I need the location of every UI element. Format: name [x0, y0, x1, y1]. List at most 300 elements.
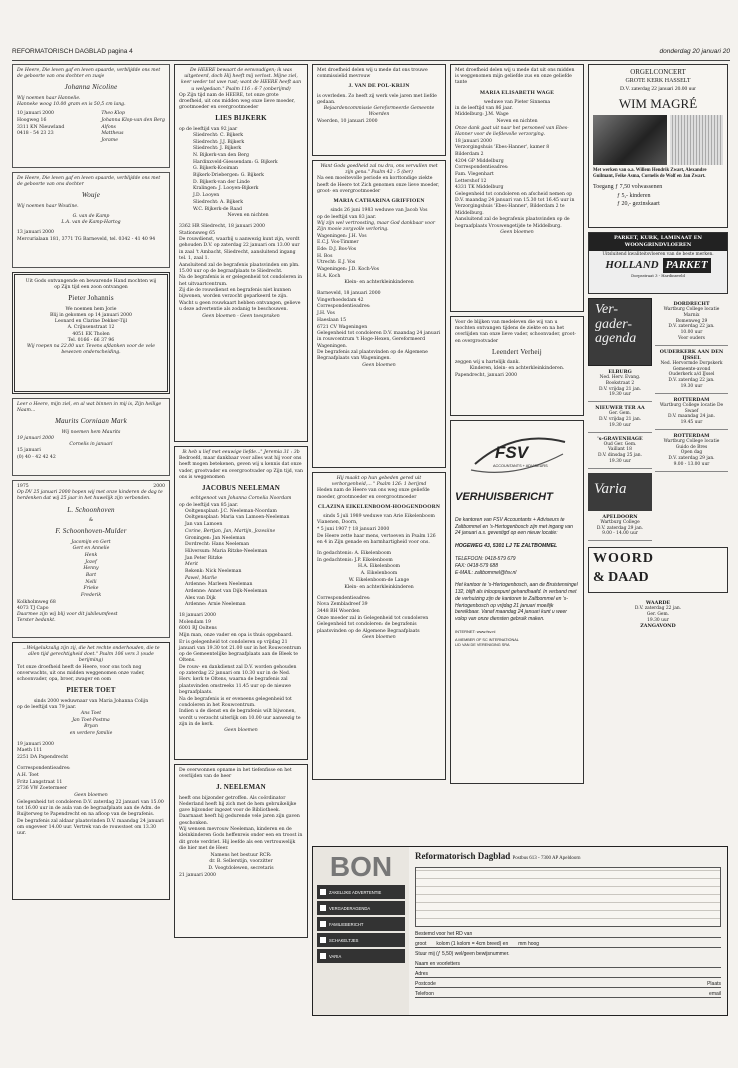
meeting-item	[655, 298, 728, 346]
husband-name: L. Schoonhoven	[67, 505, 115, 514]
line: Klein- en achterkleinkinderen	[344, 280, 414, 286]
line: Geen bloemen	[362, 363, 396, 369]
line: D.V. vrijdag 21 jan.	[598, 386, 642, 392]
woord-text: WOORD	[593, 551, 654, 566]
line: Mattheus	[101, 131, 124, 137]
line: 10 januari 2000	[17, 111, 54, 117]
wife-name: F. Schoonhoven-Mulder	[55, 527, 127, 536]
category-option[interactable]	[317, 901, 405, 915]
vergader-part: agenda	[595, 331, 637, 347]
parket-ad	[588, 232, 728, 294]
deceased-name: PIETER TOET	[66, 686, 116, 695]
child-name: Pieter Johannis	[68, 294, 114, 303]
moving-body: De kantoren van FSV Accountants + Adviseurs te Zaltbommel en 's-Hertogenbosch zijn met ingang van 24 januari a.s. gevestigd op een nieuw locatie:	[455, 516, 573, 537]
fsv-logo	[455, 424, 579, 482]
category-label: VERGADERAGENDA	[329, 905, 371, 911]
birth-announcement-wouje	[12, 172, 170, 268]
line: Open dag	[680, 450, 703, 456]
checkbox[interactable]	[320, 921, 326, 927]
line: G. van de Kamp	[72, 214, 110, 219]
line: Lettershof 12	[455, 178, 487, 184]
child: Gert en Annelie	[72, 546, 110, 552]
meeting-place: 's-GRAVENHAGE	[597, 435, 643, 442]
line: Geen bloemen	[362, 635, 396, 641]
line: 6721 CV Wageningen	[317, 324, 368, 330]
child: Jacomijn en Gert	[71, 539, 111, 545]
line: 3448 BH Woerden	[317, 609, 360, 615]
field-phone-email[interactable]	[415, 991, 721, 998]
child-name: Johanna Nicoline	[64, 83, 118, 92]
line: D. Voogtdolewen, secretaris	[208, 865, 274, 871]
bon-sidebar	[313, 847, 409, 1015]
organist-photo	[593, 115, 667, 165]
line: G. Bijkerk-Kooiman	[193, 166, 239, 172]
line: Theo Klop	[101, 111, 125, 117]
line: 3311 KN Nieuwland	[17, 124, 65, 130]
line: Hoogweg 16	[17, 117, 47, 123]
child: Henny	[83, 566, 99, 572]
line: Geen bloemen	[224, 728, 258, 734]
birth-announcement-pieter	[12, 272, 170, 394]
category-option[interactable]	[317, 885, 405, 899]
birth-announcement-maurits	[12, 398, 170, 476]
line: Er is gelegenheid tot condoleren op vrijdag 21 januari van 19.30 tot 21.00 uur in het Rouwcentrum op de Gemeentelijke begraafplaats aan de Bleek te Oltens.	[179, 639, 302, 664]
parket-headline: PARKET, KURK, LAMINAAT EN WOONGRINDVLOEREN	[589, 233, 727, 251]
line: Stationsweg 65	[179, 230, 216, 236]
age: op de leeftijd van 83 jaar.	[317, 214, 377, 220]
meeting-place: ROTTERDAM	[673, 432, 710, 439]
meeting-list-left-2	[588, 511, 652, 541]
vergaderagenda-header	[588, 298, 652, 366]
age: op de leeftijd van 79 jaar.	[17, 704, 77, 710]
field-label: Telefoon	[415, 991, 434, 997]
column-5	[588, 64, 728, 633]
line: Onze moeder zal in Gelegenheid tot condoleren	[317, 615, 429, 621]
line: Sliedrecht: C. Bijkerk	[193, 132, 244, 138]
line: 4204 GP Middelburg	[455, 158, 504, 164]
subtitle: weduwe van Pieter Sinnema	[483, 99, 551, 105]
line: A. Crijnsenstraat 12	[67, 325, 115, 331]
field-label: kolom (1 kolom = 4cm breed) en	[436, 941, 509, 947]
line: Wacht u geen rouwkaart hebben ontvangen, gelieve u deze advertentie als zodanig te beschouwen.	[179, 301, 301, 313]
line: H.A. Koch	[317, 273, 341, 279]
line: J.D. Looyen	[193, 193, 220, 199]
line: 19.30 uur	[609, 458, 631, 464]
column-2	[174, 64, 308, 942]
category-option[interactable]	[317, 933, 405, 947]
holland-logo-text: HOLLAND	[605, 259, 659, 272]
year-end: 2000	[153, 484, 165, 489]
line: Ardenne: Arnie Neeleman	[185, 602, 246, 608]
line: Jan van Lamoen	[185, 522, 223, 528]
details	[179, 796, 303, 879]
family-list	[317, 221, 441, 287]
verse: De Heere, Die leven gaf en leven spaarde, verblijdde ons met de geboorte van ons dochter	[17, 176, 161, 188]
line: 19.30 uur	[680, 383, 703, 389]
form-address: Postbus 613 - 7300 AP Apeldoorn	[512, 856, 581, 861]
verse: Uit Gods ontvangende en bewarende Hand mochten wij op Zijn tijd een zoon ontvangen	[25, 279, 157, 291]
intro: Met droefheid delen wij u mede dat uit ons midden is weggenomen mijn geliefde zus en onze geliefde tante	[455, 68, 575, 86]
line: D.V. zaterdag 22 jan.	[634, 606, 682, 612]
meeting-item	[655, 430, 728, 472]
meeting-item	[588, 511, 652, 541]
line: 19.30 uur	[609, 392, 631, 398]
meeting-place: APELDOORN	[602, 513, 638, 520]
line: Alfons	[101, 124, 116, 130]
line: Neven en nichten	[496, 119, 538, 125]
line: Tel. 0166 - 66 37 96	[67, 337, 115, 343]
category-option[interactable]	[317, 949, 405, 963]
deceased-name: MARIA CATHARINA GRIFFIOEN	[333, 197, 425, 204]
organist-name: WIM MAGRÉ	[618, 95, 698, 111]
line: Daarmee zijn wij blij voor dit jubileumfeest	[17, 612, 118, 618]
line: Correspondentieadres:	[455, 165, 509, 171]
ad-text-input[interactable]	[415, 867, 721, 927]
line: en verdere familie	[69, 731, 113, 736]
line: Oud Ger. Gem.	[603, 441, 637, 447]
line: E.C.J. Vos-Timmer	[317, 240, 359, 246]
field-label: Postcode	[415, 981, 436, 987]
daad-text: & DAAD	[593, 569, 649, 585]
line: A.H. Toet	[17, 772, 39, 778]
verse: De HEERE bewaart de eenvoudigen; ik was uitgeteerd, doch Hij heeft mij verlost. Mijne ziel, keer weder tot uwe rust; want de HEERE heeft aan u welgedaan." Psalm 116 : 6-7 (onberijmd)	[180, 68, 302, 92]
child-name: Wouje	[81, 191, 101, 200]
meeting-item	[588, 402, 652, 432]
line: 2736 VW Zoetermeer	[17, 786, 68, 792]
line: Mijn man, onze vader en opa is thuis opgebaard.	[179, 633, 293, 639]
line: D. Bijkerk-van der Linde	[193, 179, 250, 185]
subtitle: echtgenoot van Johanna Cornelia Noordam	[190, 496, 292, 502]
line: N. Bijkerk-van den Berg	[193, 153, 249, 158]
line: L.A. van de Kamp-Hartog	[61, 220, 121, 226]
meeting-list-right	[655, 298, 728, 541]
line: Ede: D.J. Bos-Vos	[317, 246, 357, 252]
line: Ooltgensplaat: J.C. Neeleman-Noordam	[185, 508, 277, 514]
meeting-item	[588, 366, 652, 402]
organ-pipes-image	[670, 115, 723, 165]
line: Ans Toet	[80, 710, 102, 716]
deceased-name: CLAZINA EIKELENBOOM-HOOGENDOORN	[317, 503, 441, 510]
line: Ouderkerk a/d IJssel	[668, 372, 715, 378]
line: Wartburg College locatie Guido de Bres	[663, 438, 720, 450]
line: 4051 EK Tholen	[72, 331, 110, 337]
line: D.V. maandag 24 jan.	[668, 414, 715, 420]
line: Correspondentieadres:	[317, 304, 371, 310]
line: D.V. zaterdag 22 jan.	[668, 324, 715, 330]
line: Gelegenheid tot condoleren D.V. zaterdag 22 januari van 15.00 tot 16.00 uur in de aula van de begraafplaats aan de Adm. de Ruijterweg te Papendrecht en na afloop van de begrafenis.	[17, 799, 164, 818]
line: Indien u de dienst en de begrafenis wilt bijwonen, wordt u verzocht uiterlijk om 10.00 uur aanwezig te zijn in de kerk.	[179, 709, 301, 727]
parket-address: Dorpsstraat 3 - Hardinxveld	[631, 273, 685, 279]
line: is overleden. Zo heeft zij werk vele jaren met liefde gedaan.	[317, 93, 437, 105]
line: De begrafenis zal aldaar plaatsvinden D.V. maandag 24 januari om ongeveer 14.00 uur. Vertrek van de rouwstoet om 13.30 uur.	[17, 818, 164, 837]
line: (0) 40 - 42 42 42	[17, 454, 56, 460]
fsv-moving-ad	[450, 420, 584, 784]
checkbox[interactable]	[320, 937, 326, 943]
line: Aansluitend zal de begrafenis plaatsvinden op de begraafplaats Vrouwengetijde te Middelburg.	[455, 217, 570, 229]
family-list	[179, 133, 303, 219]
date: 19 januari 2000	[17, 436, 54, 441]
varia-title: Varia	[594, 480, 627, 497]
line: Ned. Herv. Evang.	[599, 375, 641, 381]
intro: Voor de blijken van medeleven die wij van u mochten ontvangen tijdens de ziekte en na het overlijden van onze lieve vader, schoonvader, groot- en overgrootvader	[455, 320, 576, 344]
line: De rouwdienst, waarbij u aanwezig kunt zijn, wordt gehouden D.V. op zaterdag 22 januari om 13.00 uur in zaal 't Ambacht, Sliedrecht, aansluitend ingang tel. 1, zaal 1.	[179, 237, 300, 261]
line: Ardenne: Annet van Dijk-Neeleman	[185, 589, 268, 594]
entry-price-family: ƒ 20,- gezinskaart	[617, 200, 660, 207]
line: Alex van Dijk	[185, 595, 216, 601]
line: 19 januari 2000	[17, 741, 54, 747]
verse: Ik heb u lief met eeuwige liefde..." Jeremia 31 : 3b	[182, 450, 300, 455]
child: Jozef	[85, 559, 97, 565]
program: Met werken van o.a. Willem Hendrik Zwart, Alexandre Guilmant, Feike Asma, Cornelis de Wolf en Jan Zwart.	[593, 167, 707, 179]
nickname: We noemen hem Jorie	[65, 306, 117, 312]
bon-form	[415, 851, 721, 998]
obituary-wage	[450, 64, 584, 312]
checkbox[interactable]	[320, 889, 326, 895]
deceased-name: LIES BIJKERK	[215, 114, 267, 123]
nickname: Wij noemen haar Woutine.	[17, 203, 79, 209]
vergader-part: gader-	[595, 316, 633, 332]
verse: Want Gods goedheid zal nu dra, ons vervullen met zijn gena." Psalm 42 : 5 (ber)	[320, 164, 438, 176]
field-label: Bestemd voor het RD van	[415, 931, 473, 937]
field-label: Naam en voorletters	[415, 961, 461, 967]
line: Gemeente-avond	[672, 366, 711, 372]
line: Correspondentieadres:	[317, 595, 371, 601]
meeting-item	[588, 597, 728, 633]
line: Johanna Klop-van den Berg	[101, 117, 165, 123]
child: Henk	[84, 553, 98, 558]
line: Gelegenheid tot condoleren: de begrafenis plaatsvinden op de Algemene Begraafplaats	[317, 622, 420, 634]
field-label: Plaats	[707, 981, 721, 987]
line: Jan Peter Ritzke	[185, 555, 223, 561]
line: Vianenen, Doorn,	[317, 520, 358, 526]
line: A. Eikelenboom	[360, 571, 398, 577]
line: Bomenweg 29	[675, 318, 708, 324]
line: Namens het bestuur RCR:	[210, 852, 272, 858]
line: Haeslaan 15	[317, 317, 347, 323]
line: Ger. Gem.	[608, 411, 632, 417]
children-list	[17, 540, 165, 600]
line: Onze dank gaat uit naar het personeel van Ebes-Hanner voor de liefdevolle verzorging.	[455, 125, 569, 137]
line: Fritz Langstraat 11	[17, 779, 63, 785]
field-name[interactable]	[415, 961, 721, 968]
entry-price-adults: Toegang ƒ 7,50 volwassenen	[593, 184, 663, 191]
obituary-van-de-pol	[312, 64, 446, 156]
line: W.C. Bijkerk-de Raad	[193, 206, 242, 212]
line: Bejaardencommissie Gereformeerde Gemeente Woerden	[323, 106, 435, 118]
thanks-verheij	[450, 316, 584, 416]
line: H. Bos	[317, 253, 333, 259]
line: 18 januari 2000	[179, 613, 216, 619]
line: Zij die de rouwdienst en begrafenis niet kunnen bijwonen, worden verzocht geparkeerd te zijn.	[179, 288, 291, 300]
line: D.V. vrijdag 21 jan.	[598, 417, 642, 423]
concert-title: ORGELCONCERT	[630, 68, 686, 76]
page-header	[12, 46, 730, 61]
details	[17, 742, 165, 838]
page-header-left: REFORMATORISCH DAGBLAD pagina 4	[12, 48, 133, 55]
meeting-place: DORDRECHT	[673, 301, 710, 307]
deceased-name: J. NEELEMAN	[216, 783, 266, 792]
line: Correspondentieadres:	[17, 766, 71, 772]
line: Dordrecht: Hans Neeleman	[185, 542, 250, 548]
field-label: groot	[415, 941, 427, 947]
line: Ned. Hervormde Dorpskerk	[660, 361, 723, 367]
age: op de leeftijd van 92 jaar	[179, 126, 238, 132]
fax: FAX: 0418-579 688	[455, 562, 498, 569]
line: De rouw- en dankdienst zal D.V. worden gehouden op zaterdag 22 januari om 10.30 uur in de Ned. Herv. kerk te Oltens, waarna de begrafenis zal plaatsvinden omstreeks 11.45 uur op de nieuwe begraafplaats.	[179, 665, 297, 695]
line: dr. B. Sellerstijn, voorzitter	[209, 859, 273, 865]
line: Leonard en Clarine Dekker-Tijl	[54, 319, 128, 325]
line: 3362 HR Sliedrecht, 18 januari 2000	[179, 223, 265, 229]
line: 9.00 - 13.00 uur	[673, 461, 710, 467]
advertisement-order-form	[312, 846, 728, 1016]
email: E-MAIL: zaltbommel@fsv.nl	[455, 569, 517, 576]
age: in de leeftijd van 86 jaar.	[455, 106, 513, 112]
line: Bilderdam 2	[455, 151, 484, 157]
birth-info: Hanneke woog 10.00 gram en is 50,5 cm lang.	[17, 102, 126, 107]
line: Geen bloemen - Geen toespraken	[202, 314, 280, 319]
field-address[interactable]	[415, 971, 721, 978]
meeting-place: NIEUWER TER AA	[595, 405, 645, 412]
details	[179, 224, 303, 320]
verse: Op DV 25 januari 2000 hopen wij met onze kinderen de dag te herdenken dat wij 25 jaar in het huwelijk zijn verbonden.	[17, 490, 163, 502]
line: Pawel, Marlie	[185, 575, 217, 581]
line: D.V. zaterdag 22 jan.	[668, 378, 715, 384]
meeting-place: ELBURG	[608, 369, 632, 375]
proof-copy-option[interactable]: Stuur mij (ƒ 5,50) wel/geen bewijsnummer.	[415, 951, 510, 957]
line: Vingerhoedsdam 42	[317, 297, 364, 303]
line: Ooltgensplaat: Maria van Lamoen-Neeleman	[185, 515, 290, 521]
website[interactable]: INTERNET: www.fsv.nl	[455, 628, 496, 634]
line: Klein- en achterkleinkinderen	[344, 584, 414, 590]
line: 2251 DA Papendrecht	[17, 755, 69, 761]
line: Nova Zembladreef 39	[317, 602, 368, 608]
field-date[interactable]	[415, 931, 721, 938]
meeting-item	[655, 346, 728, 394]
obituary-eikelenboom	[312, 472, 446, 780]
subtitle: sinds 2000 weduwnaar van Maria Johanna Colijn	[33, 698, 149, 704]
intro: Met droefheid delen wij u mede dat ons trouwe commissielid mevrouw	[317, 68, 428, 80]
line: Wageningen: J.H. Vos	[317, 233, 367, 239]
woord-en-daad-logo	[588, 547, 728, 593]
verse: De Heere, Die leven gaf en leven spaarde, verblijdde ons met de geboorte van ons dochter en zusje	[17, 68, 161, 80]
line: Kralingen: J. Looyen-Bijkerk	[193, 186, 259, 192]
line: 15 januari	[17, 448, 41, 454]
line: Hilversum: Maria Ritzke-Neeleman	[185, 548, 268, 554]
intro: Tot onze droefheid heeft de Heere, voor ons toch nog onverwachts, uit ons midden weggenomen onze vader, schoonvader, opa, broer, zwager en oom	[17, 664, 145, 682]
checkbox[interactable]	[320, 953, 326, 959]
organ-concert-ad	[588, 64, 728, 228]
line: 0418 - 54 23 23	[17, 131, 54, 137]
intro: Bedroefd, maar dankbaar voor alles wat hij voor ons heeft mogen betekenen, geven wij u kennis dat onze vader, grootvader en overgrootvader op Zijn tijd, van ons is weggenomen	[179, 456, 303, 480]
line: * 5 juni 1907 † 18 januari 2000	[317, 527, 390, 533]
waarde-meeting	[588, 597, 728, 633]
line: In gedachtenis: J.P. Eikelenboom	[317, 557, 393, 563]
line: Terster bedankt.	[17, 618, 56, 624]
footer-line: A MEMBER OF SC INTERNATIONAL	[455, 638, 519, 643]
child: Nelli	[85, 579, 97, 585]
line: De begrafenis zal plaatsvinden op de Algemene Begraafplaats van Wageningen.	[317, 350, 428, 362]
line: Bookstraat 2	[605, 380, 635, 386]
anniversary-schoonhoven	[12, 480, 170, 638]
line: 18 januari 2000	[455, 138, 492, 144]
line: W. Eikelenboom-de Lange	[348, 577, 410, 583]
line: Ardenne: Marleen Neeleman	[185, 582, 253, 588]
line: Groningen: Jan Neeleman	[185, 535, 246, 541]
line: D.V. zaterdag 29 jan.	[596, 525, 644, 531]
line: Blij in gekomen op 14 januari 2000	[50, 313, 132, 318]
concert-venue: GROTE KERK HASSELT	[625, 78, 691, 85]
subtitle: sinds 26 juni 1983 weduwe van Jacob Vos	[330, 208, 428, 214]
line: D.V. zaterdag 29 jan.	[668, 456, 715, 462]
obituary-jacobus-neeleman	[174, 446, 308, 760]
nickname: Wij noemen haar Hannelie.	[17, 95, 81, 101]
obituary-lies-bijkerk	[174, 64, 308, 442]
intro: Na een moeitevolle periode en korttondige ziekte heeft de Heere tot Zich genomen onze lieve moeder, groot- en overgrootmoeder	[317, 176, 440, 194]
line: H.A. Eikelenboom	[357, 564, 400, 570]
meeting-place: ROTTERDAM	[673, 396, 710, 403]
obituary-pieter-toet	[12, 642, 170, 900]
new-address: HOGEWEG 43, 5301 LJ TE ZALTBOMMEL	[455, 543, 558, 550]
category-option[interactable]	[317, 917, 405, 931]
line: 10.00 uur	[680, 330, 703, 336]
vergader-part: Ver-	[595, 302, 619, 317]
line: Wartburg College	[600, 519, 640, 525]
line: Neven en nichten	[227, 213, 269, 219]
line: 19.30 uur	[609, 422, 631, 428]
line: 9.00 - 14.00 uur	[602, 531, 638, 537]
line: Sliedrecht: J. Bijkerk	[193, 146, 242, 152]
line: Cornelis in januari	[69, 442, 113, 448]
line: Papendrecht, januari 2000	[455, 372, 518, 378]
category-label: FAMILIEBERICHT	[329, 921, 364, 927]
family-lines	[101, 111, 165, 144]
meeting-place: WAARDE	[645, 600, 671, 606]
year-start: 1975	[17, 484, 29, 489]
field-size[interactable]	[415, 941, 721, 948]
parket-subline: Uitsluitend kwaliteitsvloeren van de beste merken.	[602, 251, 714, 257]
line: 19.45 uur	[680, 420, 703, 425]
meeting-item	[655, 394, 728, 430]
line: Middelburg: J.M. Wage	[455, 112, 509, 118]
line: Vaillant 18	[608, 447, 632, 453]
line: Woerden, 10 januari 2000	[317, 118, 378, 124]
line: Kolkholmweg 68	[17, 599, 56, 605]
fsv-logo-text: FSV	[495, 443, 529, 462]
line: 4073 TJ Capo	[17, 606, 49, 611]
category-label: ZAKELIJKE ADVERTENTIE	[329, 889, 382, 895]
child: Frieke	[83, 586, 99, 592]
person-name: Leendert Verheij	[492, 347, 542, 356]
line: De Heere zette haar mens, vertoeven in Psalm 126 en 4 in Zijn genade en barmhartigheid voor ons.	[317, 533, 436, 545]
entry-price-children: ƒ 5,- kinderen	[617, 192, 651, 199]
varia-header	[588, 473, 652, 511]
line: Fam. Vlegenhart	[455, 172, 494, 178]
line: zeggen wij u hartelijk dank.	[455, 360, 520, 366]
field-postcode-place[interactable]	[415, 981, 721, 988]
intro: De overwonnen opname in het tiefenfisse en het overlijden van de heer	[179, 768, 292, 780]
telephone: TELEFOON: 0418-579 679	[455, 556, 516, 563]
line: Na de begrafenis is er eveneens gelegenheid tot condoleren in het Rouwcentrum.	[179, 696, 292, 708]
line: Rekenk: Nick Neeleman	[185, 568, 242, 574]
checkbox[interactable]	[320, 905, 326, 911]
child-name: Maurits Corniaan Mark	[55, 417, 127, 426]
family-list	[17, 711, 165, 737]
line: Utrecht: E.J. Vos	[317, 260, 356, 266]
line: Wartburg College locatie Marnix	[663, 307, 720, 318]
line: Gelegenheid tot condoleren en afscheid nemen op D.V. maandag 24 januari van 15.30 tot 16.45 uur in Verzorgingshuis 'Ebes-Hanner', Bilderdam 2 te Middelburg.	[455, 192, 575, 216]
field-label: email	[709, 991, 721, 997]
child: Frederik	[80, 593, 102, 599]
